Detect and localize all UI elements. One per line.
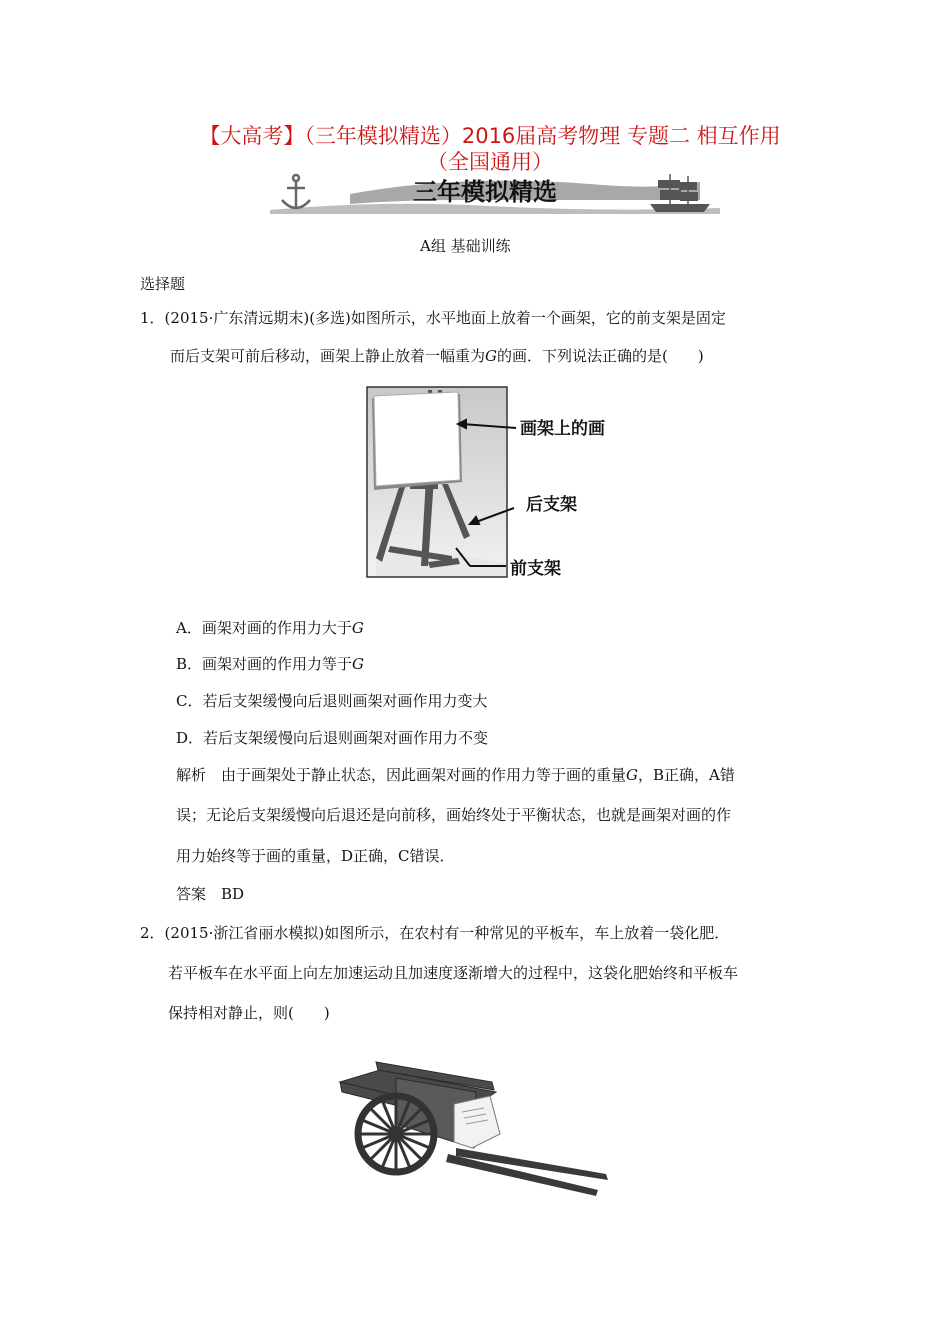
painting-canvas: [372, 392, 462, 490]
q2-stem-line2: 若平板车在水平面上向左加速运动且加速度逐渐增大的过程中，这袋化肥始终和平板车: [168, 964, 739, 982]
q1-option-b: B．画架对画的作用力等于G: [176, 655, 365, 673]
group-label: A组 基础训练: [420, 237, 511, 255]
q1-analysis-line1: 解析 由于画架处于静止状态，因此画架对画的作用力等于画的重量G，B正确，A错: [176, 766, 735, 784]
anchor-icon: [282, 175, 310, 208]
q2-stem-line1: 2．(2015·浙江省丽水模拟)如图所示，在农村有一种常见的平板车，车上放着一袋化肥．: [140, 924, 730, 942]
q1-option-c: C．若后支架缓慢向后退则画架对画作用力变大: [176, 692, 488, 710]
q1-option-d: D．若后支架缓慢向后退则画架对画作用力不变: [176, 729, 489, 747]
cart-shafts: [446, 1148, 608, 1196]
q1-option-a: A．画架对画的作用力大于G: [176, 619, 364, 637]
label-painting: 画架上的画: [520, 419, 605, 439]
q1-analysis-line3: 用力始终等于画的重量，D正确，C错误．: [176, 847, 455, 865]
question-type-label: 选择题: [140, 275, 186, 293]
q2-stem-line3: 保持相对静止，则( ): [168, 1004, 330, 1022]
document-title-line2: （全国通用）: [427, 150, 553, 174]
flatbed-cart-figure: [336, 1052, 616, 1200]
q1-analysis-line2: 误；无论后支架缓慢向后退还是向前移，画始终处于平衡状态，也就是画架对画的作: [176, 806, 732, 824]
q1-stem-line2: 而后支架可前后移动，画架上静止放着一幅重为G的画．下列说法正确的是( ): [170, 347, 704, 365]
easel-figure: [366, 386, 646, 582]
document-title: 【大高考】（三年模拟精选）2016届高考物理 专题二 相互作用: [199, 124, 781, 148]
banner-text: 三年模拟精选: [413, 178, 557, 206]
label-front-support: 前支架: [510, 559, 561, 579]
fertilizer-bag-icon: [454, 1096, 500, 1148]
cart-wheel-icon: [358, 1096, 434, 1172]
banner-three-year-selection: [260, 170, 730, 218]
q1-answer: 答案 BD: [176, 885, 245, 903]
label-rear-support: 后支架: [526, 495, 577, 515]
q1-stem-line1: 1．(2015·广东清远期末)(多选)如图所示，水平地面上放着一个画架，它的前支架是固定: [140, 309, 726, 327]
